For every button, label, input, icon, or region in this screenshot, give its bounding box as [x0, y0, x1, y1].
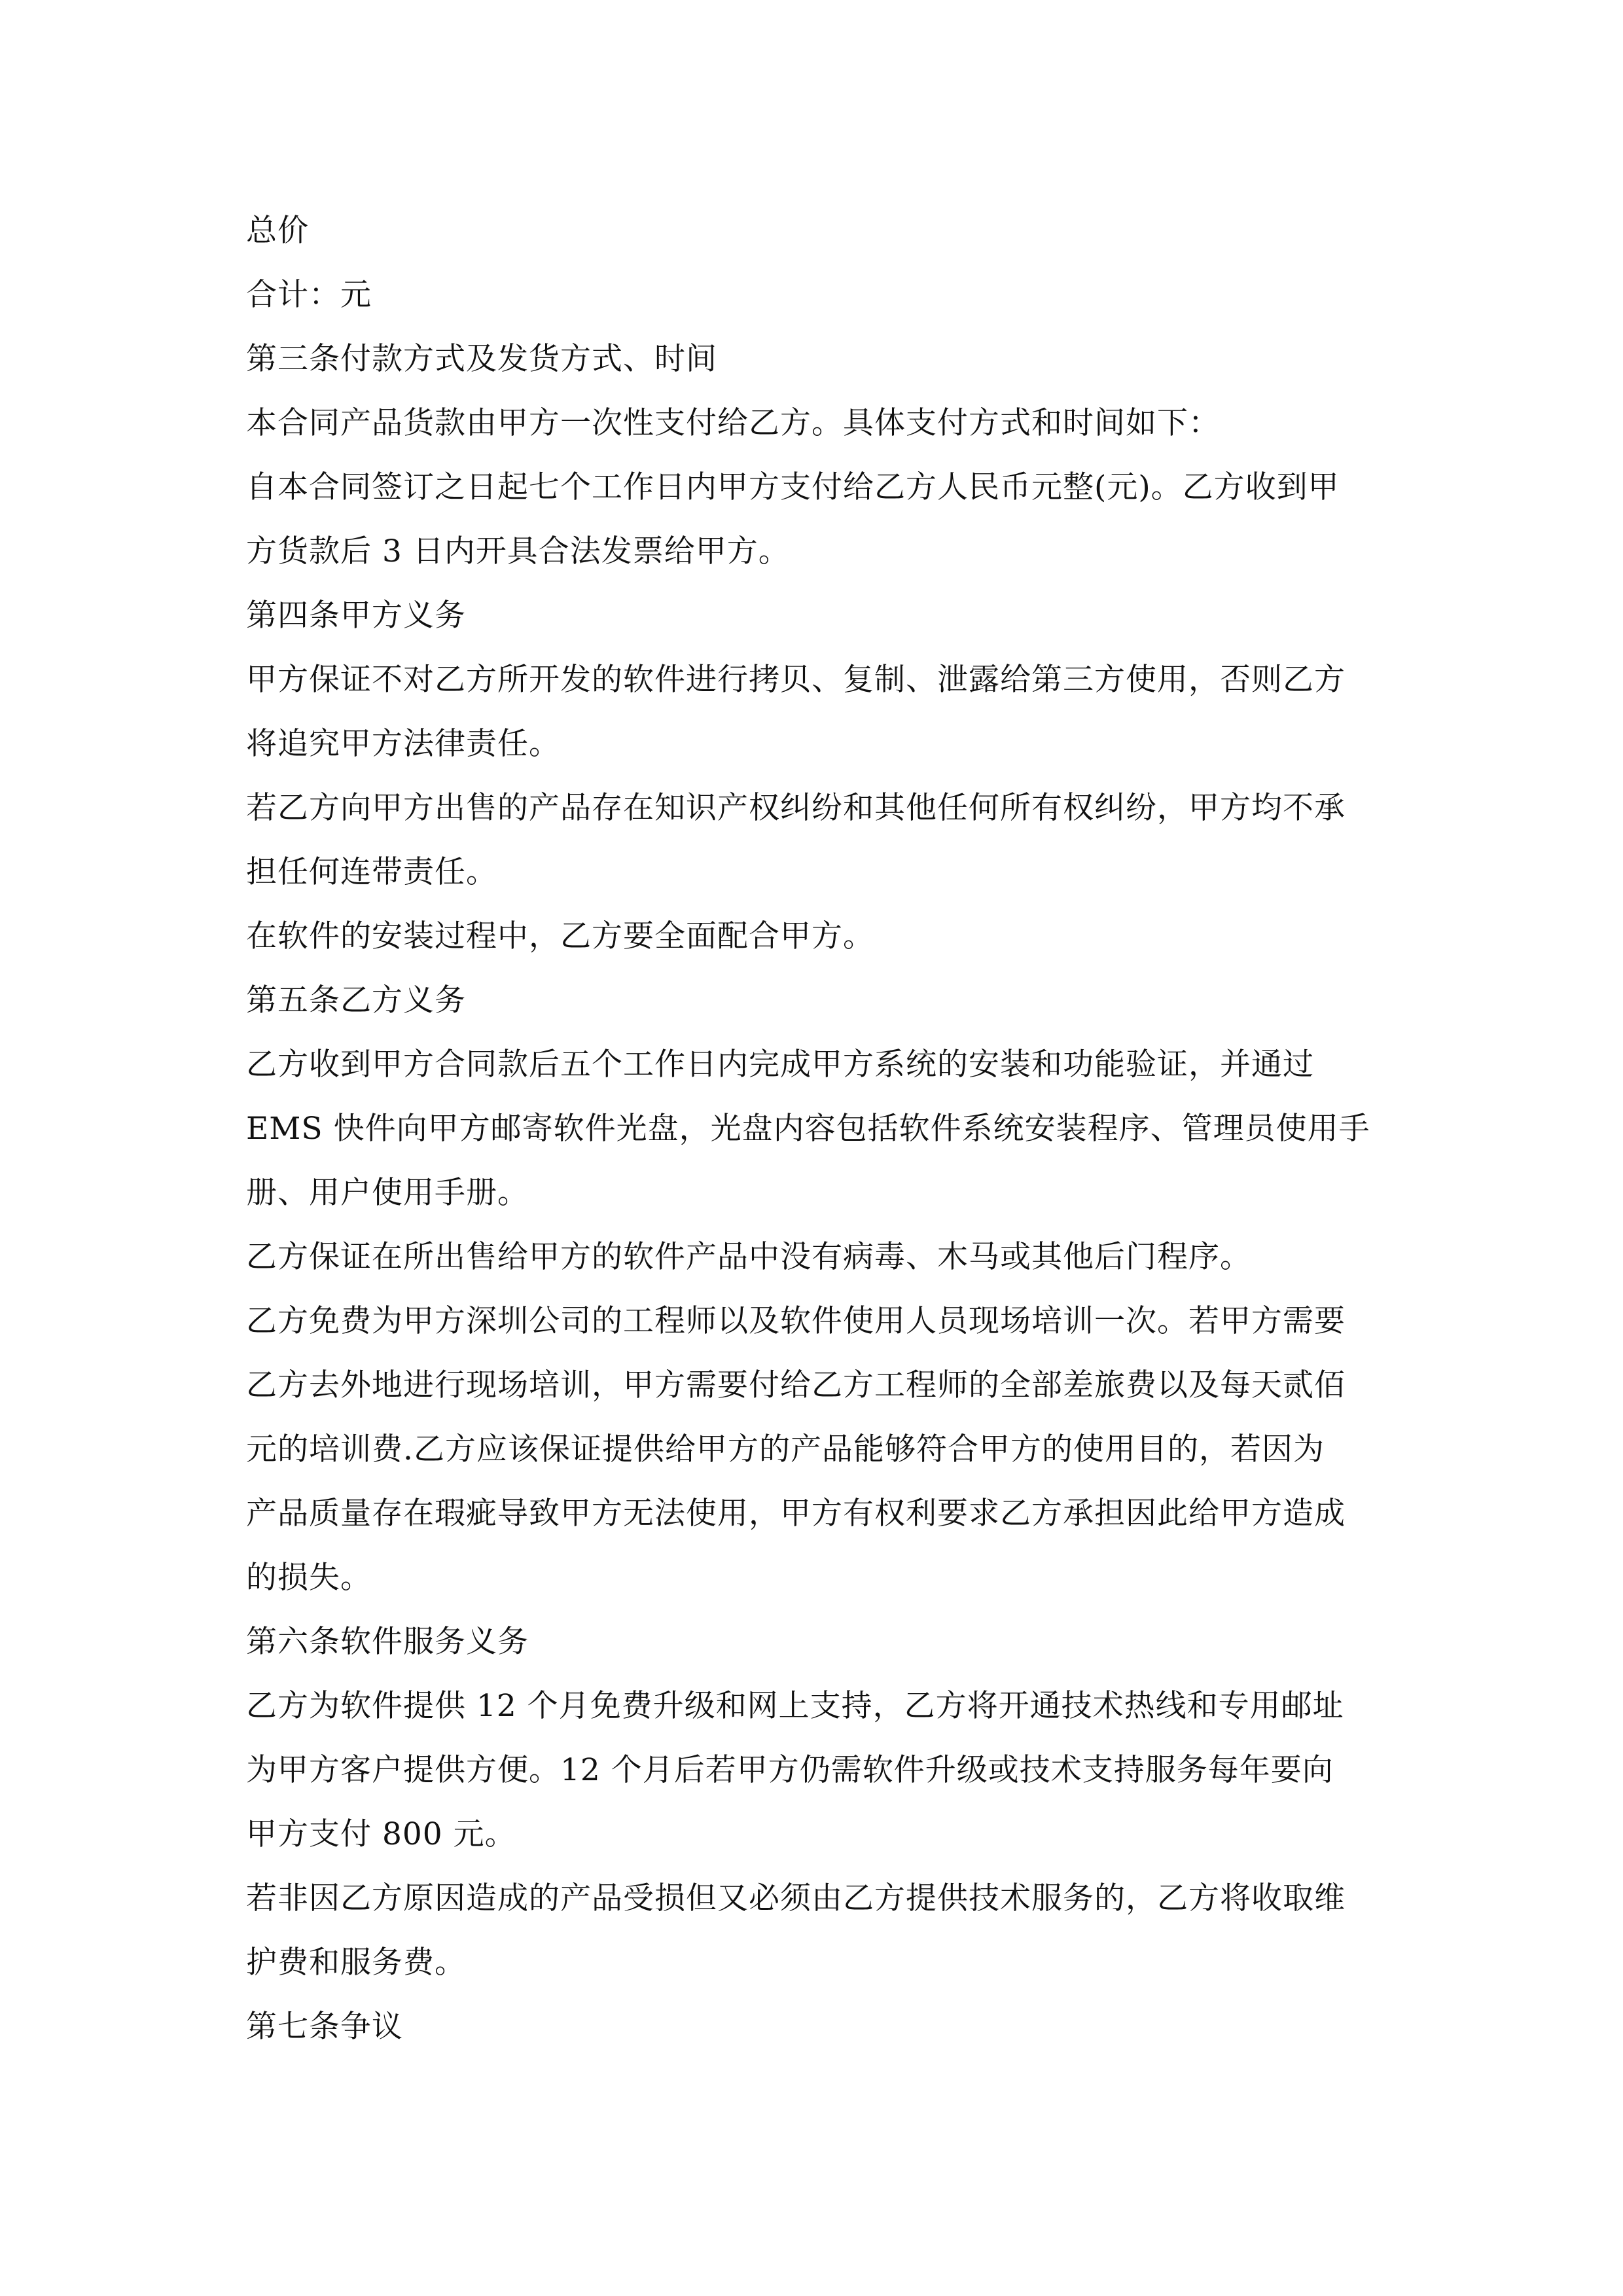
text-line: 元的培训费.乙方应该保证提供给甲方的产品能够符合甲方的使用目的，若因为 [246, 1431, 1325, 1467]
text-line: 甲方支付 800 元。 [246, 1816, 516, 1852]
text-line: 为甲方客户提供方便。12 个月后若甲方仍需软件升级或技术支持服务每年要向 [246, 1752, 1334, 1788]
text-line: 的损失。 [246, 1560, 372, 1596]
text-line: 乙方免费为甲方深圳公司的工程师以及软件使用人员现场培训一次。若甲方需要 [246, 1303, 1346, 1339]
text-line: 合计：元 [246, 277, 372, 313]
document-body [246, 199, 1378, 2059]
text-line: EMS 快件向甲方邮寄软件光盘，光盘内容包括软件系统安装程序、管理员使用手 [246, 1111, 1370, 1147]
text-line: 乙方保证在所出售给甲方的软件产品中没有病毒、木马或其他后门程序。 [246, 1239, 1251, 1275]
section-heading: 第七条争议 [246, 2009, 403, 2045]
text-line: 担任何连带责任。 [246, 854, 497, 890]
text-line: 产品质量存在瑕疵导致甲方无法使用，甲方有权利要求乙方承担因此给甲方造成 [246, 1496, 1346, 1532]
text-line: 若乙方向甲方出售的产品存在知识产权纠纷和其他任何所有权纠纷，甲方均不承 [246, 790, 1346, 826]
text-line: 自本合同签订之日起七个工作日内甲方支付给乙方人民币元整(元)。乙方收到甲 [246, 469, 1340, 505]
text-line: 乙方去外地进行现场培训，甲方需要付给乙方工程师的全部差旅费以及每天贰佰 [246, 1367, 1346, 1403]
text-line: 总价 [246, 213, 309, 249]
text-line: 乙方收到甲方合同款后五个工作日内完成甲方系统的安装和功能验证，并通过 [246, 1047, 1314, 1083]
section-heading: 第六条软件服务义务 [246, 1624, 529, 1660]
text-line: 在软件的安装过程中，乙方要全面配合甲方。 [246, 918, 874, 954]
text-line: 若非因乙方原因造成的产品受损但又必须由乙方提供技术服务的，乙方将收取维 [246, 1880, 1346, 1916]
section-heading: 第四条甲方义务 [246, 598, 466, 634]
section-heading: 第三条付款方式及发货方式、时间 [246, 341, 717, 377]
text-line: 将追究甲方法律责任。 [246, 726, 560, 762]
text-line: 护费和服务费。 [246, 1945, 466, 1981]
text-line: 本合同产品货款由甲方一次性支付给乙方。具体支付方式和时间如下： [246, 405, 1220, 441]
text-line: 册、用户使用手册。 [246, 1175, 529, 1211]
text-line: 甲方保证不对乙方所开发的软件进行拷贝、复制、泄露给第三方使用，否则乙方 [246, 662, 1346, 698]
section-heading: 第五条乙方义务 [246, 982, 466, 1018]
text-line: 方货款后 3 日内开具合法发票给甲方。 [246, 533, 790, 569]
text-line: 乙方为软件提供 12 个月免费升级和网上支持，乙方将开通技术热线和专用邮址 [246, 1688, 1344, 1724]
